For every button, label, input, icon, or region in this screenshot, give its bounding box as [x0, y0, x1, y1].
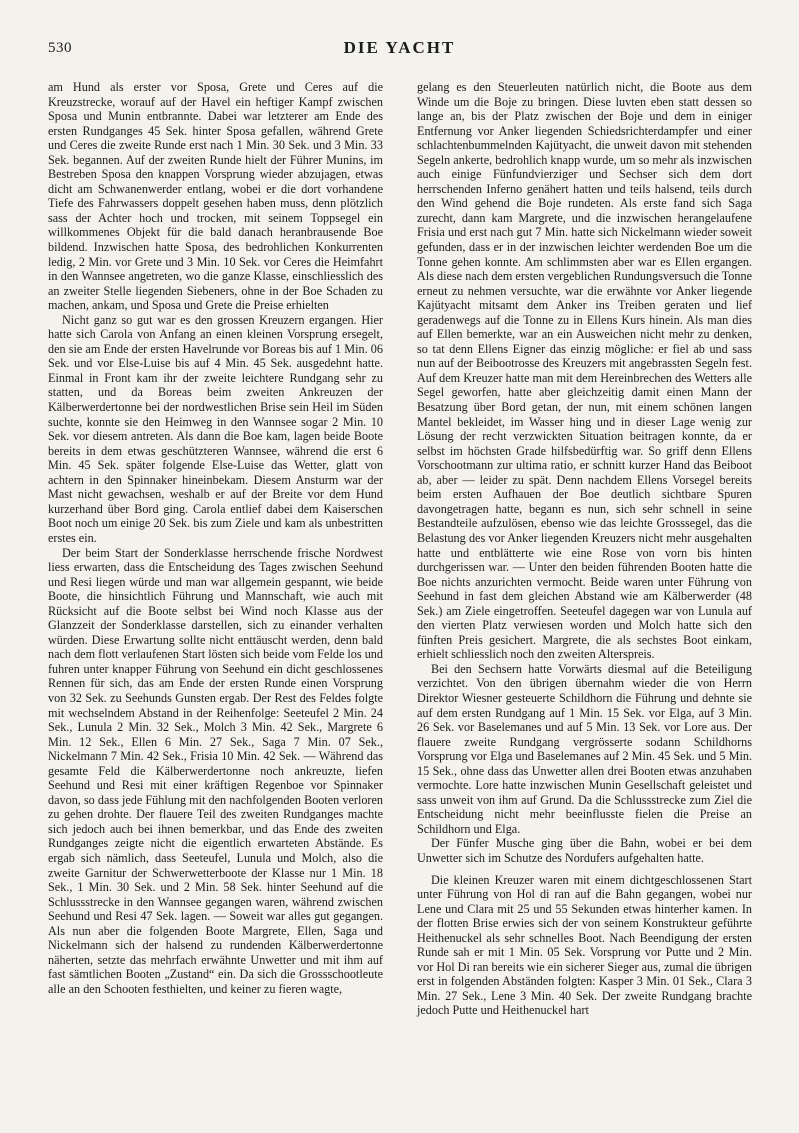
left-column — [48, 80, 383, 996]
paragraph: Nicht ganz so gut war es den grossen Kreuzern ergangen. Hier hatte sich Carola von Anfang an einen kleinen Vorsprung ersegelt, den sie am Ende der ersten Havelrunde vor Boreas bis auf 1 Min. 06 Sek. und vor Else-Luise bis auf 4 Min. 45 Sek. ausgedehnt hatte. Einmal in Front kam ihr der zweite leichtere Rundgang sehr zu statten, und da Boreas beim zweiten Ankreuzen der Kälberwerdertonne bei der nordwestlichen Brise sein Heil im Süden suchte, konnte sie den Heimweg in den Wannsee sogar 2 Min. 10 Sek. vor diesem antreten. Als dann die Boe kam, lagen beide Boote bereits in dem etwas geschützteren Wannsee, während die erst 6 Min. 45 Sek. später folgende Else-Luise das Wetter, glatt von achtern in den Spinnaker hineinbekam. Diesem Ansturm war der Mast nicht gewachsen, weshalb er auf der Breite vor dem Hund kurzerhand über Bord ging. Carola entlief dabei dem Kaiserschen Boot noch um einige 20 Sek. bis zum Ziele und kam als unbestritten erstes ein. — [48, 312, 383, 545]
paragraph: am Hund als erster vor Sposa, Grete und Ceres auf die Kreuzstrecke, worauf auf der Havel ein heftiger Kampf zwischen Sposa und Munin entbrannte. Dabei war letzterer am Ende des ersten Rundganges 45 Sek. hinter Sposa gefallen, während Grete und Ceres die zweite Runde erst nach 1 Min. 30 Sek. und 3 Min. 33 Sek. begannen. Auf der zweiten Runde hielt der Führer Munins, im Bestreben Sposa den knappen Vorsprung wieder abzujagen, etwas dicht am Schwanenwerder entlang, wobei er die dort vorhandene Tiefe des Fahrwassers doppelt gesehen haben muss, denn plötzlich sass der Achter hoch und trocken, mit seinem Toppsegel ein willkommenes Objekt für die bald danach heranbrausende Boe bildend. Inzwischen hatte Sposa, des bedrohlichen Konkurrenten ledig, 2 Min. vor Grete und 3 Min. 10 Sek. vor Ceres die Heimfahrt in den Wannsee angetreten, wo die ganze Klasse, einschliesslich des an zweiter Stelle liegenden Siebeners, ohne in der Boe Schaden zu machen, ankam, und Sposa und Grete die Preise erhielten — [48, 80, 383, 313]
page-number: 530 — [48, 40, 72, 56]
running-head-title: DIE YACHT — [343, 38, 456, 57]
paragraph: Der Fünfer Musche ging über die Bahn, wobei er bei dem Unwetter sich im Schutze des Nordufers aufgehalten hatte. — [417, 836, 752, 865]
paragraph: Bei den Sechsern hatte Vorwärts diesmal auf die Beteiligung verzichtet. Von den übrigen übernahm wieder die von Herrn Direktor Wiesner gesteuerte Schildhorn die Führung und dehnte sie auf dem ersten Rundgang auf 1 Min. 15 Sek. vor Elga, auf 3 Min. 26 Sek. vor Baselemanes und auf 5 Min. 13 Sek. vor Lore aus. Der flauere zweite Rundgang vergrösserte sodann Schildhorns Vorsprung vor Elga und Baselemanes auf 2 Min. 45 Sek. und 5 Min. 15 Sek., ohne dass das Unwetter allen drei Booten etwas anzuhaben vermochte. Lore hatte inzwischen Munin Gesellschaft geleistet und sass unweit von ihm auf Grund. Da die Schlussstrecke zum Ziel die Entscheidung nicht mehr beeinflusste fielen die Preise an Schildhorn und Elga. — [417, 661, 752, 836]
right-column — [417, 80, 752, 1018]
paragraph: gelang es den Steuerleuten natürlich nicht, die Boote aus dem Winde um die Boje zu bringen. Diese luvten eben statt dessen so lange an, bis der Platz zwischen der Boje und dem in einiger Entfernung vor Anker liegenden Schiedsrichterdampfer und einer schlachtenbummelnden Kajütyacht, die unweit davon mit stehenden Segeln ankerte, bedrohlich knapp wurde, um so mehr als inzwischen auch einige Fünfundvierziger und Sechser sich dem dort herrschenden Inferno genähert hatten und teils halsend, teils durch den Wind gehend die Boje rundeten. Als erste fand sich Saga zurecht, dann kam Margrete, und die inzwischen herangelaufene Frisia und erst nach gut 7 Min. hatte sich Nickelmann wieder soweit gefunden, dass er in der inzwischen leichter werdenden Boe um die Tonne gehen konnte. Am schlimmsten aber war es Ellen ergangen. Als diese nach dem ersten vergeblichen Rundungsversuch die Tonne erneut zu nehmen versuchte, war die erwähnte vor Anker liegende Kajütyacht mitsamt dem Anker ins Treiben geraten und lief geradenwegs auf die Tonne zu in Ellens Kurs hinein. Als man dies auf Ellen bemerkte, war an ein Ausweichen nicht mehr zu denken, so tat denn Ellens Eigner das einzig mögliche: er fiel ab und sass nun auf der Beibootrosse des Kreuzers mit angebrassten Segeln fest. Auf dem Kreuzer hatte man mit dem Hereinbrechen des Wetters alle Segel geworfen, hatte aber gleichzeitig damit einen Mann der Besatzung über Bord getan, der nun, mit einem schönen langen Mantel bekleidet, im Wasser hing und in dieser Lage wenig zur Lösung der recht verzwickten Situation beitragen konnte, da er selbst im höchsten Grade hilfsbedürftig war. So griff denn Ellens Vorschootmann zur ultima ratio, er schnitt kurzer Hand das Beiboot ab, aber — leider zu spät. Denn nachdem Ellens Vorsegel bereits beim ersten Aufhauen der Boe deutlich sichtbare Spuren davongetragen hatte, begann es nun, sich sehr schnell in seine Bestandteile aufzulösen, ebenso wie das leichte Grosssegel, das die Belastung des vor Anker liegenden Kreuzers nicht mehr ausgehalten hatte und entblätterte wie eine Rose von vorn bis hinten durchgerissen war. — Unter den beiden führenden Booten hatte die Boe nichts anzurichten vermocht. Beide waren unter Führung von Seehund in fast dem gleichen Abstand wie am Kälberwerder (48 Sek.) am Ziele eingetroffen. Seeteufel dagegen war von Lunula auf den vierten Platz verwiesen worden und Molch hatte sich den fünften Preis gesichert. Margrete, die als sechstes Boot einkam, erhielt schliesslich noch den zweiten Alterspreis. — [417, 80, 752, 662]
paragraph: Der beim Start der Sonderklasse herrschende frische Nordwest liess erwarten, dass die Entscheidung des Tages zwischen Seehund und Resi liegen würde und man war allgemein gespannt, wie beide Boote, die hinsichtlich Führung und Mannschaft, wie auch mit Rücksicht auf die Boote selbst bei Wind noch Klasse aus der Glanzzeit der Sonderklasse darstellen, sich zu einander verhalten würden. Diese Erwartung sollte nicht enttäuscht werden, denn bald nach dem flott verlaufenen Start lösten sich beide vom Felde los und fuhren unter knapper Führung von Seehund ein dicht geschlossenes Rennen für sich, das am Ende der ersten Runde einen Vorsprung von 32 Sek. zu Seehunds Gunsten ergab. Der Rest des Feldes folgte mit wechselndem Abstand in der Reihenfolge: Seeteufel 2 Min. 24 Sek., Lunula 2 Min. 32 Sek., Molch 3 Min. 42 Sek., Margrete 6 Min. 12 Sek., Ellen 6 Min. 27 Sek., Saga 7 Min. 07 Sek., Nickelmann 7 Min. 42 Sek., Frisia 10 Min. 42 Sek. — Während das gesamte Feld die Kälberwerdertonne noch ankreuzte, liefen Seehund und Resi mit einer kräftigen Regenboe vor Spinnaker davon, so dass jede Fühlung mit den nachfolgenden Booten verloren zu gehen drohte. Der flauere Teil des zweiten Rundganges machte sich jedoch auch bei ihnen bemerkbar, und das Ende des zweiten Rundganges zeigte nicht die eigentlich erwarteten Abstände. Es ergab sich nämlich, dass Seeteufel, Lunula und Molch, also die zweite Garnitur der Schwerwetterboote der Klasse nur 1 Min. 18 Sek., 1 Min. 30 Sek. und 2 Min. 58 Sek. hinter Seehund auf die Schlussstrecke in den Wannsee gegangen waren, während zwischen Seehund und Resi 47 Sek. lagen. — Soweit war alles gut gegangen. Als nun aber die folgenden Boote Margrete, Ellen, Saga und Nickelmann sich der halsend zu rundenden Kälberwerdertonne näherten, setzte das mehrfach erwähnte Unwetter und mit ihm auf fast sämtlichen Booten „Zustand“ ein. Da sich die Grossschootleute alle an den Schooten festhielten, und keiner zu fieren wagte, — [48, 545, 383, 996]
paragraph: Die kleinen Kreuzer waren mit einem dichtgeschlossenen Start unter Führung von Hol di ran auf die Bahn gegangen, wobei nur Lene und Clara mit 25 und 55 Sekunden etwas hinterher kamen. In der flotten Brise erwies sich der von seinem Konstrukteur geführte Heithenuckel als sehr schnelles Boot. Nach Beendigung der ersten Runde sah er mit 1 Min. 05 Sek. Vorsprung vor Putte und 2 Min. vor Hol Di ran bereits wie ein sicherer Sieger aus, zumal die übrigen erst in folgenden Abständen folgten: Kasper 3 Min. 01 Sek., Clara 3 Min. 27 Sek., Lene 3 Min. 40 Sek. Der zweite Rundgang brachte jedoch Putte und Heithenuckel hart — [417, 872, 752, 1018]
